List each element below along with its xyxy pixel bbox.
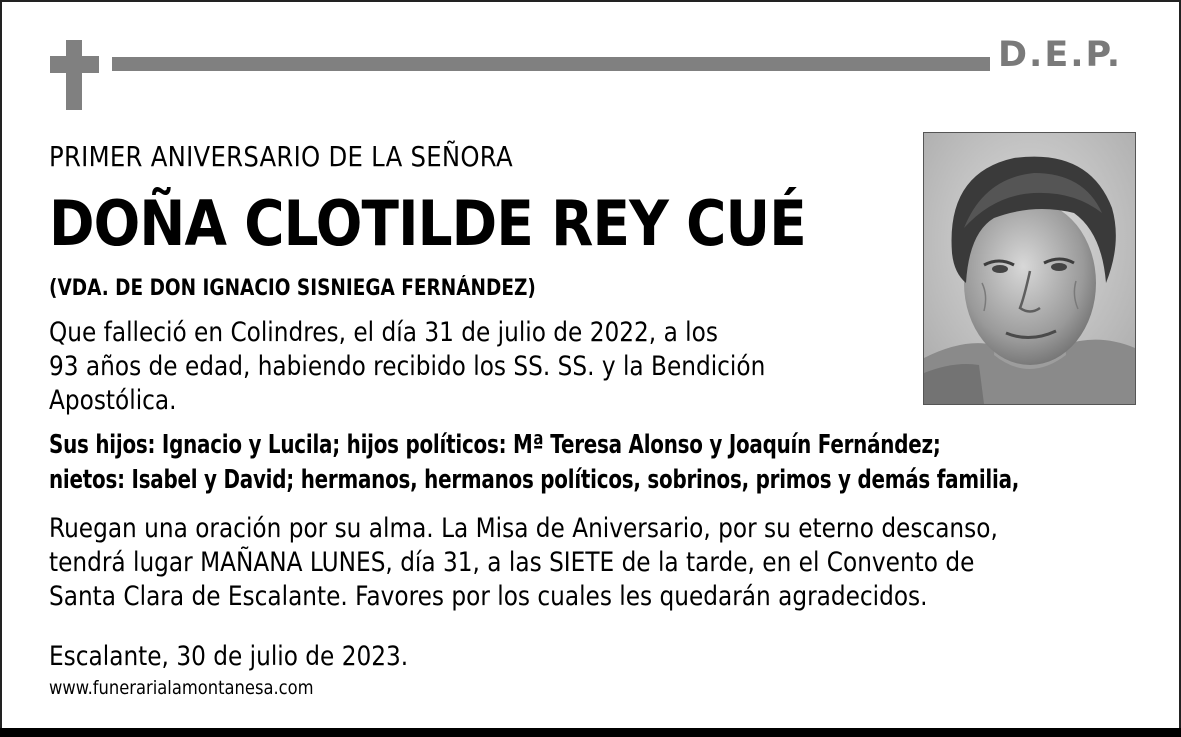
death-line: Que falleció en Colindres, el día 31 de julio de 2022, a los [49, 317, 718, 348]
death-line: 93 años de edad, habiendo recibido los SS. SS. y la Bendición [49, 351, 766, 382]
portrait-image [924, 133, 1135, 404]
dep-label: D.E.P. [998, 35, 1123, 75]
header-rule [112, 57, 990, 71]
bottom-rule [0, 728, 1181, 737]
place-date: Escalante, 30 de julio de 2023. [49, 641, 409, 672]
mass-paragraph [49, 512, 998, 614]
website-link[interactable]: www.funerarialamontanesa.com [49, 677, 314, 699]
family-line: nietos: Isabel y David; hermanos, hermanos políticos, sobrinos, primos y demás familia, [49, 465, 1020, 495]
deceased-name: DOÑA CLOTILDE REY CUÉ [49, 187, 806, 260]
death-paragraph [49, 316, 765, 418]
anniversary-announcement: PRIMER ANIVERSARIO DE LA SEÑORA [49, 140, 513, 173]
mass-line: Santa Clara de Escalante. Favores por los cuales les quedarán agradecidos. [49, 581, 928, 612]
mass-line: Ruegan una oración por su alma. La Misa de Aniversario, por su eterno descanso, [49, 513, 998, 544]
mass-line: tendrá lugar MAÑANA LUNES, día 31, a las SIETE de la tarde, en el Convento de [49, 547, 975, 578]
death-line: Apostólica. [49, 385, 177, 416]
family-line: Sus hijos: Ignacio y Lucila; hijos políticos: Mª Teresa Alonso y Joaquín Fernández; [49, 430, 941, 460]
portrait-photo [923, 132, 1136, 405]
family-paragraph [49, 428, 1019, 498]
widow-note: (VDA. DE DON IGNACIO SISNIEGA FERNÁNDEZ) [49, 276, 536, 301]
